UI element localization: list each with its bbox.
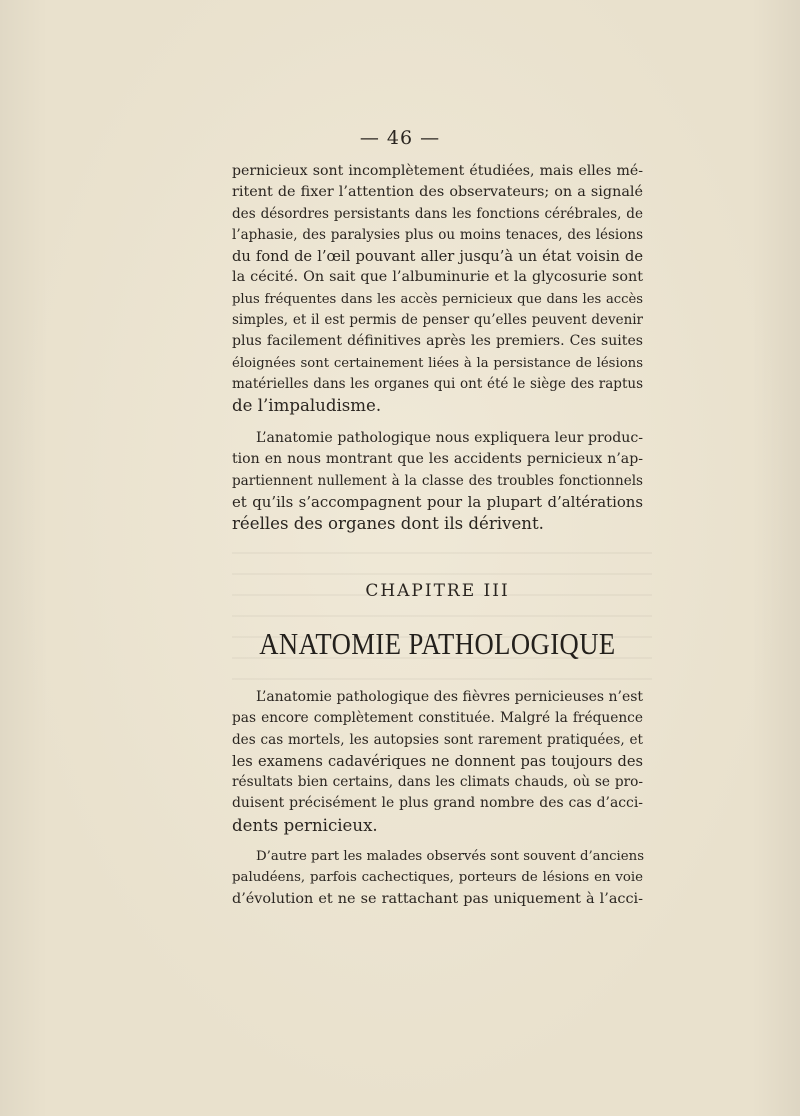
text-line: des cas mortels, les autopsies sont rarement pratiquées, et [232,731,643,748]
text-line: plus facilement définitives après les premiers. Ces suites [232,333,643,350]
text-line: les examens cadavériques ne donnent pas toujours des [232,752,643,770]
text-line: résultats bien certains, dans les climats chauds, où se pro- [232,774,643,791]
text-line: d’évolution et ne se rattachant pas uniquement à l’acci- [232,890,643,907]
text-line: réelles des organes dont ils dérivent. [232,514,544,534]
text-line: paludéens, parfois cachectiques, porteurs de lésions en voie [232,870,643,886]
chapter-title: ANATOMIE PATHOLOGIQUE [259,626,616,661]
text-line: tion en nous montrant que les accidents pernicieux n’ap- [232,451,643,468]
paragraph-2 [232,428,643,534]
text-line: L’anatomie pathologique des fièvres pernicieuses n’est [256,689,643,705]
text-line: matérielles dans les organes qui ont été le siège des raptus [232,375,643,392]
page-number: — 46 — [359,127,441,149]
text-line: D’autre part les malades observés sont souvent d’anciens [256,849,645,864]
text-line: pernicieux sont incomplètement étudiées, mais elles mé- [232,163,643,179]
text-line: de l’impaludisme. [232,396,382,416]
text-line: plus fréquentes dans les accès pernicieux que dans les accès [232,291,643,307]
text-line: pas encore complètement constituée. Malgré la fréquence [232,710,643,727]
chapter-label: CHAPITRE III [365,581,510,601]
text-line: du fond de l’œil pouvant aller jusqu’à un état voisin de [232,248,643,266]
text-line: dents pernicieux. [232,815,378,835]
text-line: et qu’ils s’accompagnent pour la plupart d’altérations [232,492,643,511]
text-line: des désordres persistants dans les fonctions cérébrales, de [232,205,643,222]
text-line: duisent précisément le plus grand nombre des cas d’acci- [232,795,643,812]
text-line: ritent de fixer l’attention des observateurs; on a signalé [232,184,643,201]
text-line: partiennent nullement à la classe des troubles fonctionnels [232,472,643,489]
text-line: la cécité. On sait que l’albuminurie et la glycosurie sont [232,269,643,286]
text-line: éloignées sont certainement liées à la persistance de lésions [232,355,643,371]
text-line: simples, et il est permis de penser qu’elles peuvent devenir [232,312,643,329]
text-line: L’anatomie pathologique nous expliquera leur produc- [256,430,643,446]
paragraph-1 [232,161,643,417]
paragraph-3 [232,687,643,836]
text-line: l’aphasie, des paralysies plus ou moins tenaces, des lésions [232,226,643,243]
paragraph-4 [232,846,643,910]
